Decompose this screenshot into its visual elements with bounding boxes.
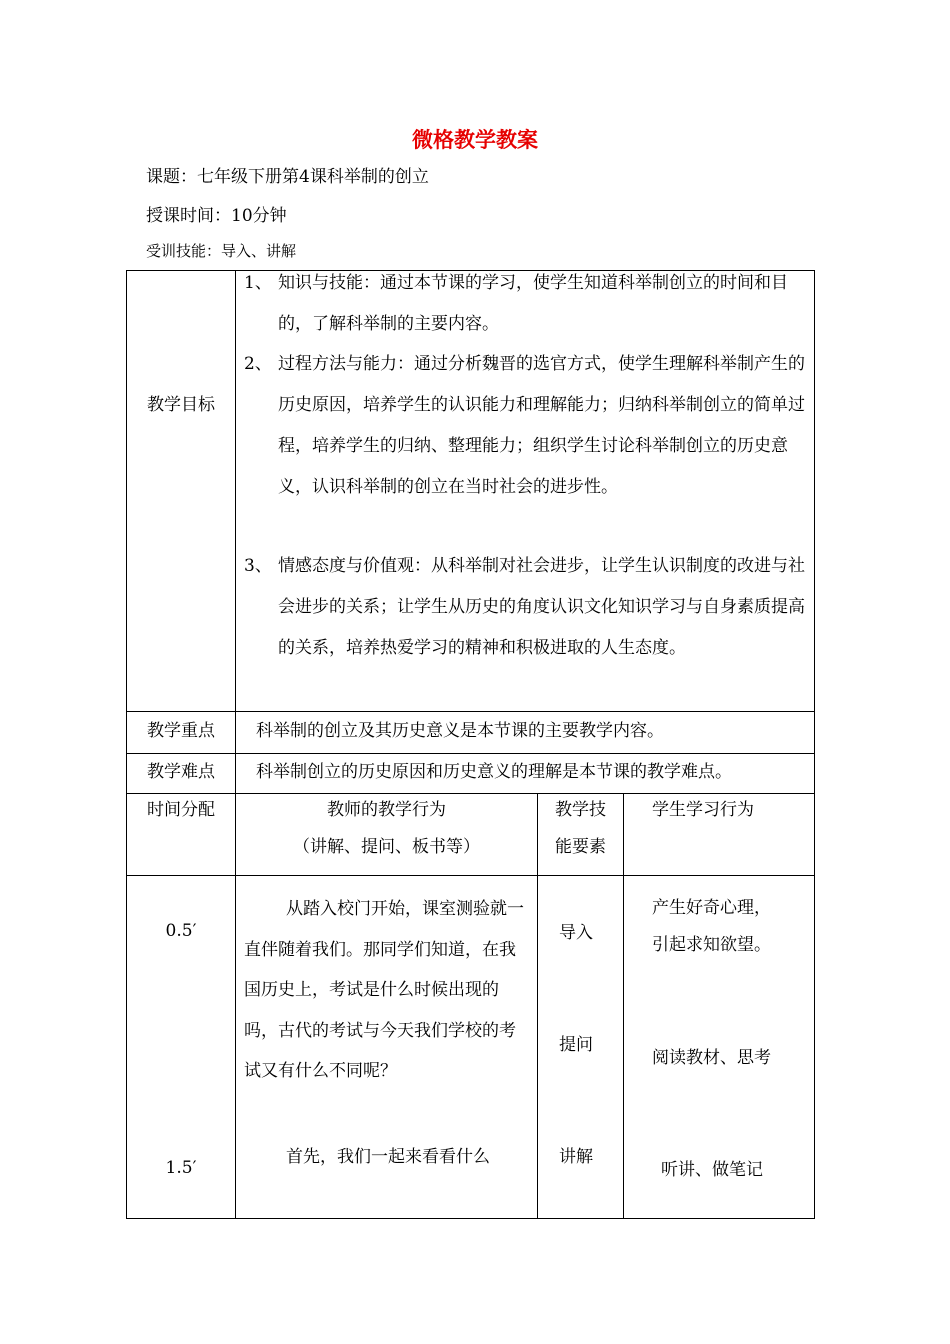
- key-point-text: 科举制的创立及其历史意义是本节课的主要教学内容。: [256, 721, 664, 741]
- objective-text: 情感态度与价值观：从科举制对社会进步，让学生认识制度的改进与社会进步的关系；让学生从历史的角度认识文化知识学习与自身素质提高的关系，培养热爱学习的精神和积极进取的人生态度。: [278, 556, 805, 658]
- student-activity: 引起求知欲望。: [652, 935, 771, 955]
- column-divider: [235, 270, 236, 1219]
- trained-skills: 受训技能：导入、讲解: [146, 242, 297, 260]
- document-title: 微格教学教案: [412, 127, 538, 152]
- objective-number: 2、: [244, 354, 272, 374]
- objective-number: 3、: [244, 556, 272, 576]
- objective-text: 知识与技能：通过本节课的学习，使学生知道科举制创立的时间和目的，了解科举制的主要内容。: [278, 273, 788, 334]
- objectives-label: 教学目标: [147, 395, 215, 415]
- student-activity: 听讲、做笔记: [661, 1160, 763, 1180]
- teacher-activity-text: 从踏入校门开始，课室测验就一直伴随着我们。那同学们知道，在我国历史上，考试是什么时候出现的吗，古代的考试与今天我们学校的考试又有什么不同呢？: [244, 899, 524, 1081]
- header-skill-2: 能要素: [555, 837, 606, 857]
- header-teacher-note: （讲解、提问、板书等）: [293, 837, 480, 857]
- difficulty-label: 教学难点: [147, 762, 215, 782]
- row-divider: [126, 875, 815, 876]
- header-teacher: 教师的教学行为: [327, 800, 446, 820]
- objective-item: [244, 344, 809, 508]
- lesson-duration: 授课时间：10分钟: [146, 206, 287, 226]
- table-bottom-border: [126, 1218, 815, 1219]
- column-divider: [623, 793, 624, 1219]
- time-allocation: 1.5′: [165, 1158, 197, 1178]
- objective-item: [244, 546, 809, 669]
- header-skill: 教学技: [555, 800, 606, 820]
- difficulty-text: 科举制创立的历史原因和历史意义的理解是本节课的教学难点。: [256, 762, 732, 782]
- skill-element: 提问: [559, 1035, 593, 1055]
- student-activity: 产生好奇心理，: [652, 898, 771, 918]
- table-right-border: [814, 270, 815, 1219]
- header-time: 时间分配: [147, 800, 215, 820]
- teacher-activity-text-2: 首先，我们一起来看看什么: [286, 1147, 490, 1167]
- objective-text: 过程方法与能力：通过分析魏晋的选官方式，使学生理解科举制产生的历史原因，培养学生的认识能力和理解能力；归纳科举制创立的简单过程，培养学生的归纳、整理能力；组织学生讨论科举制创立的历史意义，认识科举制的创立在当时社会的进步性。: [278, 354, 805, 497]
- skill-element: 讲解: [559, 1147, 593, 1167]
- skill-element: 导入: [559, 923, 593, 943]
- time-allocation: 0.5′: [165, 921, 197, 941]
- key-point-label: 教学重点: [147, 721, 215, 741]
- objective-number: 1、: [244, 273, 272, 293]
- student-activity: 阅读教材、思考: [652, 1048, 771, 1068]
- objective-item: [244, 263, 809, 345]
- lesson-topic: 课题：七年级下册第4课科举制的创立: [146, 167, 429, 187]
- header-student: 学生学习行为: [652, 800, 754, 820]
